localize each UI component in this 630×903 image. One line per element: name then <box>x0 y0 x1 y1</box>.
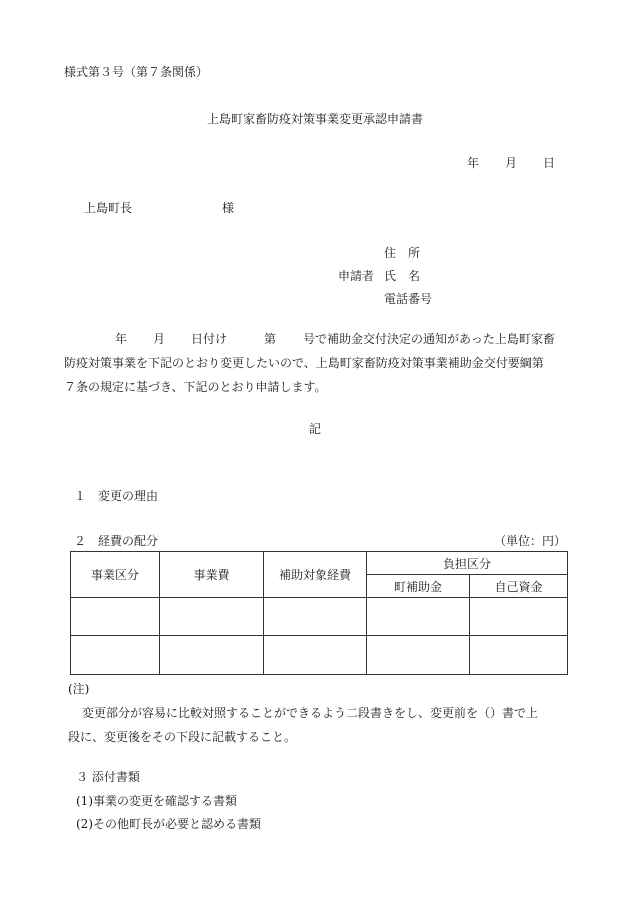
header-burden-division: 負担区分 <box>367 552 568 575</box>
header-eligible-cost: 補助対象経費 <box>264 552 367 598</box>
table-cell[interactable] <box>160 636 264 675</box>
header-business-cost: 事業費 <box>160 552 264 598</box>
section-change-reason: １ 変更の理由 <box>74 489 159 503</box>
date-day-label: 日 <box>543 156 556 170</box>
addressee-name: 上島町長 <box>84 201 133 215</box>
table-cell[interactable] <box>367 636 470 675</box>
note-line-2: 段に、変更後をその下段に記載すること。 <box>68 730 297 744</box>
note-line-1: 変更部分が容易に比較対照することができるよう二段書きをし、変更前を（）書で上 <box>82 706 539 720</box>
table-cell[interactable] <box>470 636 568 675</box>
applicant-label: 申請者 <box>338 269 375 283</box>
name-label: 氏 名 <box>384 269 421 283</box>
table-cell[interactable] <box>367 598 470 636</box>
table-cell[interactable] <box>470 598 568 636</box>
cost-allocation-table <box>70 551 568 675</box>
table-cell[interactable] <box>264 598 367 636</box>
body-date-suffix: 日付け <box>191 332 228 346</box>
document-title: 上島町家畜防疫対策事業変更承認申請書 <box>206 112 423 126</box>
body-line-1: 号で補助金交付決定の通知があった上島町家畜 <box>303 332 555 346</box>
section-cost-allocation: ２ 経費の配分 <box>74 534 159 548</box>
table-cell[interactable] <box>160 598 264 636</box>
address-label: 住 所 <box>384 246 421 260</box>
ki-heading: 記 <box>308 422 321 436</box>
header-own-funds: 自己資金 <box>470 575 568 598</box>
phone-label: 電話番号 <box>384 292 433 306</box>
date-year-label: 年 <box>467 156 480 170</box>
table-cell[interactable] <box>71 598 160 636</box>
table-row <box>71 636 568 675</box>
date-month-label: 月 <box>505 156 518 170</box>
body-line-3: ７条の規定に基づき、下記のとおり申請します。 <box>64 380 327 394</box>
form-number: 様式第３号（第７条関係） <box>64 65 209 79</box>
body-month-label: 月 <box>153 332 166 346</box>
body-line-2: 防疫対策事業を下記のとおり変更したいので、上島町家畜防疫対策事業補助金交付要綱第 <box>64 356 544 370</box>
attachment-item-2: (2)その他町長が必要と認める書類 <box>76 817 261 831</box>
addressee-honorific: 様 <box>222 201 235 215</box>
table-cell[interactable] <box>71 636 160 675</box>
attachments-heading: ３ 添付書類 <box>76 770 140 784</box>
body-number-prefix: 第 <box>264 332 277 346</box>
table-row <box>71 598 568 636</box>
header-business-category: 事業区分 <box>71 552 160 598</box>
header-town-subsidy: 町補助金 <box>367 575 470 598</box>
note-label: (注) <box>68 682 90 696</box>
body-year-label: 年 <box>115 332 128 346</box>
attachment-item-1: (1)事業の変更を確認する書類 <box>76 794 237 808</box>
table-cell[interactable] <box>264 636 367 675</box>
unit-label: （単位：円） <box>494 534 567 548</box>
